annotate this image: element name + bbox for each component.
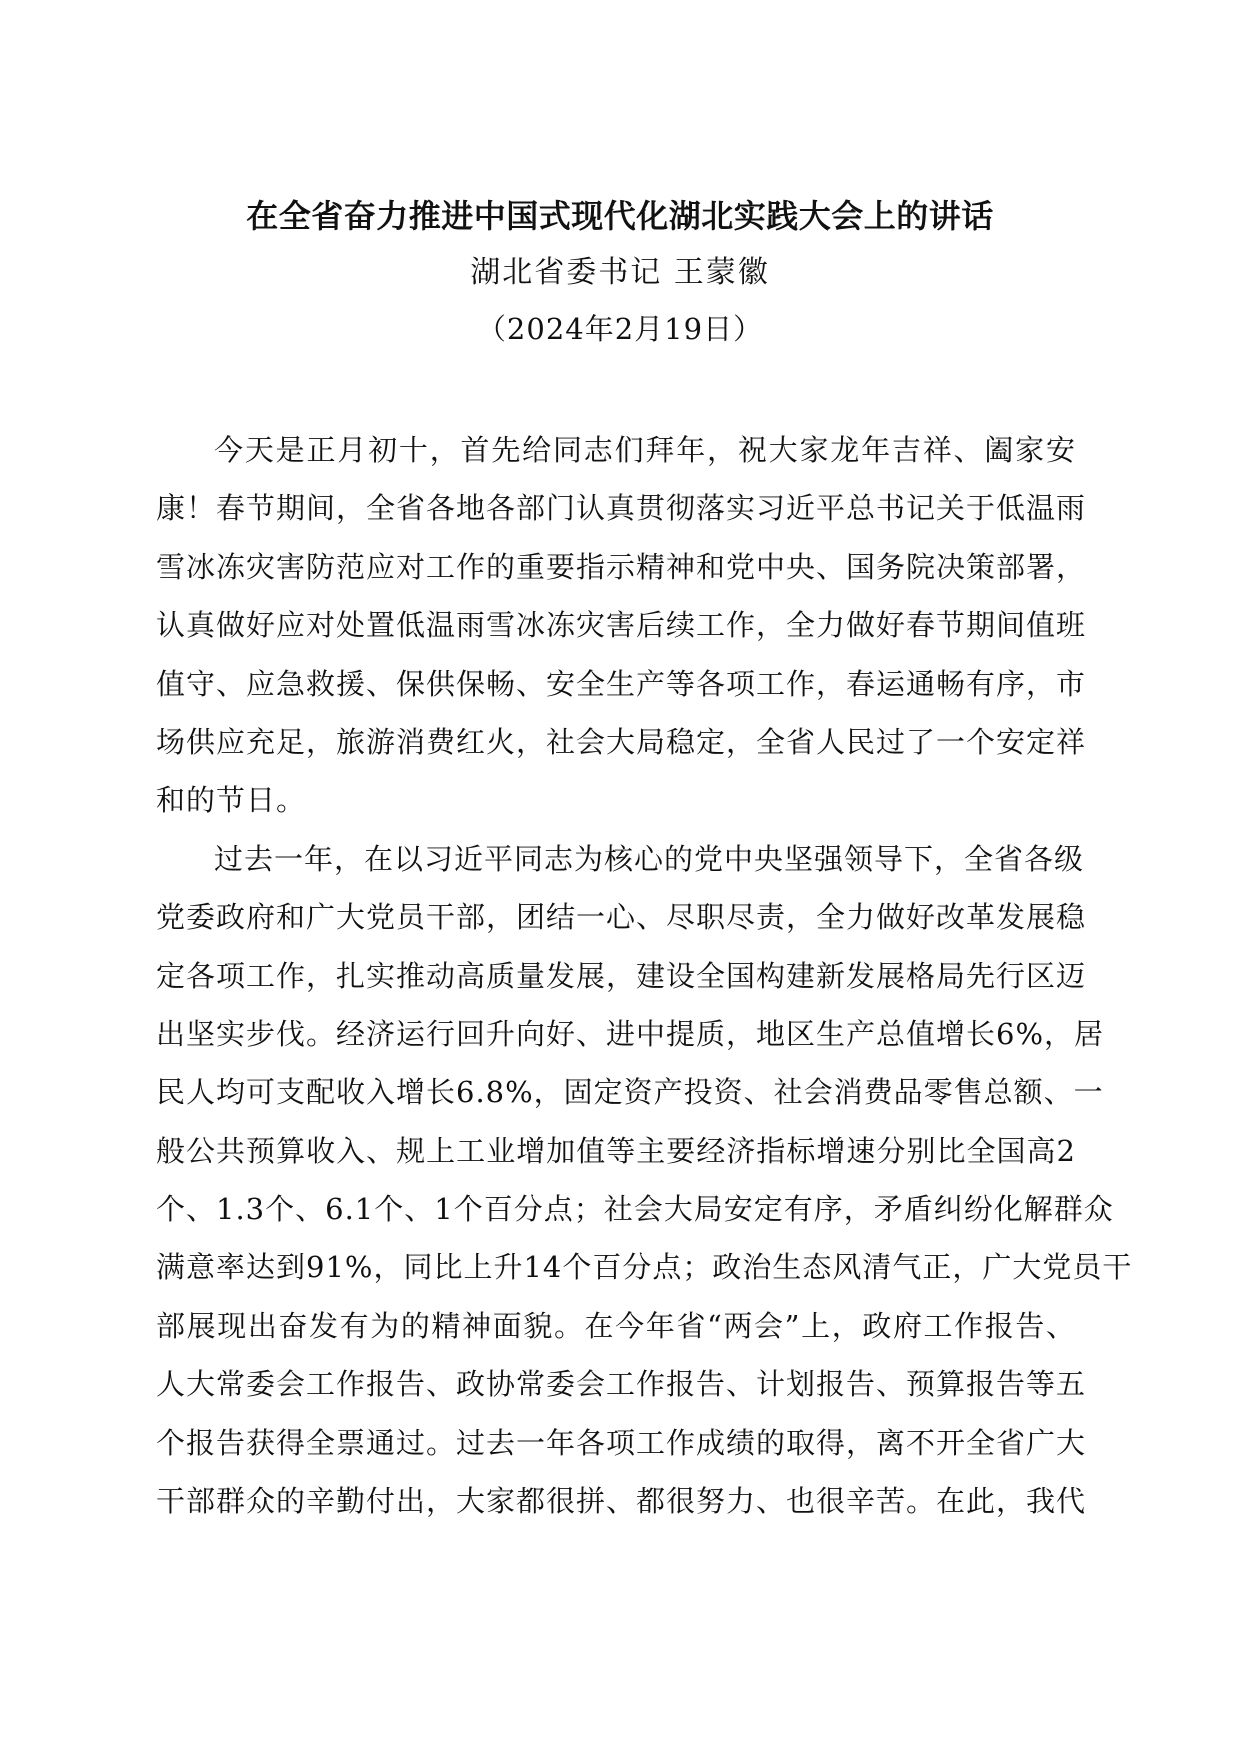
document-author: 湖北省委书记 王蒙徽 bbox=[470, 255, 770, 290]
paragraph-1-line: 认真做好应对处置低温雨雪冰冻灾害后续工作，全力做好春节期间值班 bbox=[156, 608, 1087, 643]
paragraph-1-line: 和的节日。 bbox=[156, 783, 307, 818]
paragraph-2-line: 干部群众的辛勤付出，大家都很拼、都很努力、也很辛苦。在此，我代 bbox=[156, 1484, 1087, 1519]
paragraph-2-line: 民人均可支配收入增长6.8%，固定资产投资、社会消费品零售总额、一 bbox=[156, 1075, 1104, 1110]
paragraph-2-line: 人大常委会工作报告、政协常委会工作报告、计划报告、预算报告等五 bbox=[156, 1367, 1087, 1402]
paragraph-2-line: 满意率达到91%，同比上升14个百分点；政治生态风清气正，广大党员干 bbox=[156, 1250, 1133, 1285]
paragraph-2-line: 般公共预算收入、规上工业增加值等主要经济指标增速分别比全国高2 bbox=[156, 1133, 1076, 1168]
paragraph-2-line: 过去一年，在以习近平同志为核心的党中央坚强领导下，全省各级 bbox=[214, 841, 1085, 876]
paragraph-2-line: 定各项工作，扎实推动高质量发展，建设全国构建新发展格局先行区迈 bbox=[156, 958, 1087, 993]
paragraph-2-line: 个报告获得全票通过。过去一年各项工作成绩的取得，离不开全省广大 bbox=[156, 1425, 1087, 1460]
document-body bbox=[156, 421, 1133, 1530]
paragraph-2-line: 出坚实步伐。经济运行回升向好、进中提质，地区生产总值增长6%，居 bbox=[156, 1016, 1105, 1051]
paragraph-1-line: 今天是正月初十，首先给同志们拜年，祝大家龙年吉祥、阖家安 bbox=[214, 433, 1076, 467]
paragraph-1-line: 康！春节期间，全省各地各部门认真贯彻落实习近平总书记关于低温雨 bbox=[156, 491, 1087, 526]
paragraph-2-line: 个、1.3个、6.1个、1个百分点；社会大局安定有序，矛盾纠纷化解群众 bbox=[156, 1192, 1114, 1227]
document-date: （2024年2月19日） bbox=[476, 312, 764, 346]
paragraph-2-line: 部展现出奋发有为的精神面貌。在今年省“两会”上，政府工作报告、 bbox=[156, 1308, 1076, 1343]
paragraph-2-line: 党委政府和广大党员干部，团结一心、尽职尽责，全力做好改革发展稳 bbox=[156, 900, 1087, 935]
paragraph-1-line: 雪冰冻灾害防范应对工作的重要指示精神和党中央、国务院决策部署， bbox=[156, 549, 1087, 584]
paragraph-1-line: 值守、应急救援、保供保畅、安全生产等各项工作，春运通畅有序，市 bbox=[156, 666, 1087, 701]
paragraph-1-line: 场供应充足，旅游消费红火，社会大局稳定，全省人民过了一个安定祥 bbox=[156, 724, 1087, 759]
document-title: 在全省奋力推进中国式现代化湖北实践大会上的讲话 bbox=[246, 197, 994, 235]
